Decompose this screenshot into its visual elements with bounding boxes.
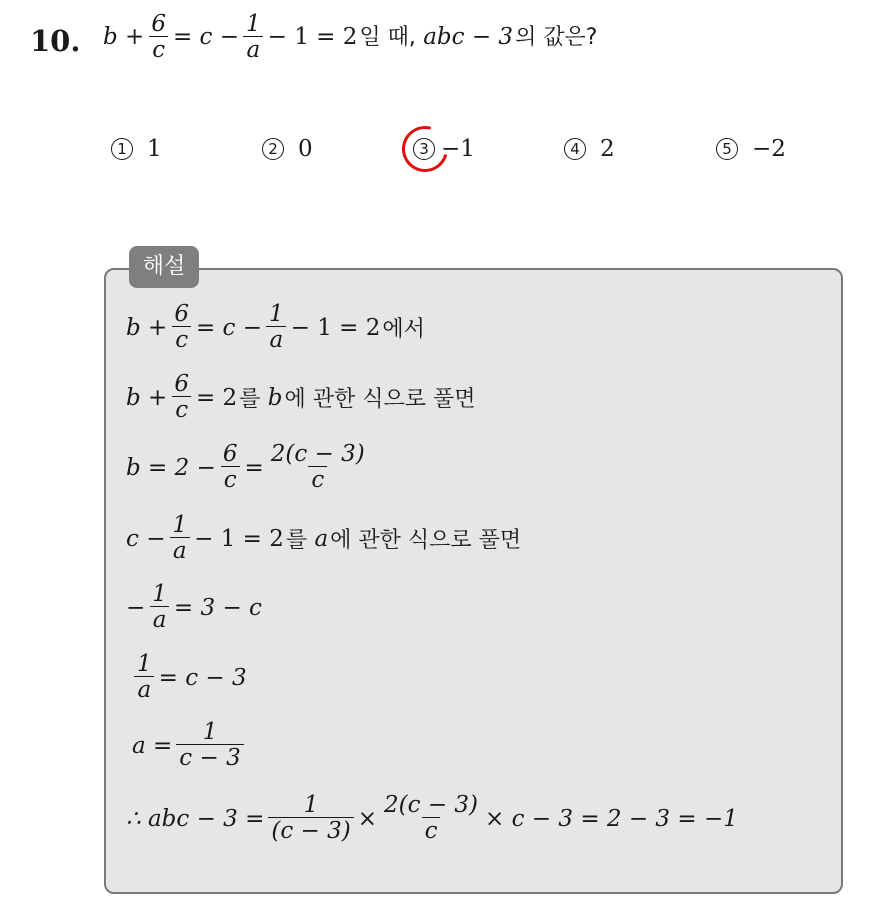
- eq-b: b: [103, 24, 118, 51]
- problem-text: 의 값은?: [515, 24, 598, 50]
- solution-line-6: $\frac{1}{a}$ = c − 3: [130, 652, 247, 704]
- problem-statement: [103, 12, 598, 64]
- choice-value: −1: [441, 136, 475, 162]
- solution-line-5: − $\frac{1}{a}$ = 3 − c: [126, 581, 262, 634]
- choice-value: −2: [752, 136, 786, 162]
- problem-text: 일 때,: [359, 24, 416, 50]
- solution-line-7: a = $\frac{1}{c - 3}$: [132, 720, 248, 772]
- solution-line-1: b + $\frac{6}{c}$ = c − $\frac{1}{a}$ − 1 = 2 에서: [126, 301, 425, 354]
- problem-number: 10.: [30, 24, 81, 58]
- choice-number: 1: [111, 138, 133, 160]
- eq-part: − 1 = 2: [267, 24, 358, 51]
- choice-value: 1: [147, 136, 162, 162]
- choice-number: 2: [262, 138, 284, 160]
- choice-number: 3: [413, 138, 435, 160]
- choice-number: 4: [564, 138, 586, 160]
- fraction-6-over-c: $\frac{6}{c}$: [148, 12, 169, 64]
- choice-5[interactable]: [716, 136, 786, 162]
- solution-tag: 해설: [129, 246, 199, 288]
- eq-plus: +: [125, 24, 145, 51]
- expression: abc − 3: [423, 24, 514, 51]
- choice-2[interactable]: [262, 136, 313, 162]
- solution-line-8: ∴ abc − 3 = $\frac{1}{(c - 3)}$ × $\frac{2(c - 3)}{c}$ × c − 3 = 2 − 3 = −1: [126, 792, 738, 845]
- solution-line-3: b = 2 − $\frac{6}{c}$ = $\frac{2(c - 3)}{c}$: [126, 441, 365, 494]
- choice-number: 5: [716, 138, 738, 160]
- choice-1[interactable]: [111, 136, 162, 162]
- choice-4[interactable]: [564, 136, 615, 162]
- eq-part: = c −: [172, 24, 240, 51]
- fraction-1-over-a: $\frac{1}{a}$: [243, 12, 264, 64]
- solution-line-4: c − $\frac{1}{a}$ − 1 = 2 를 a 에 관한 식으로 풀면: [126, 512, 522, 565]
- solution-line-2: b + $\frac{6}{c}$ = 2 를 b 에 관한 식으로 풀면: [126, 371, 476, 424]
- choice-value: 2: [600, 136, 615, 162]
- answer-circle-mark: [394, 118, 457, 181]
- choice-value: 0: [298, 136, 313, 162]
